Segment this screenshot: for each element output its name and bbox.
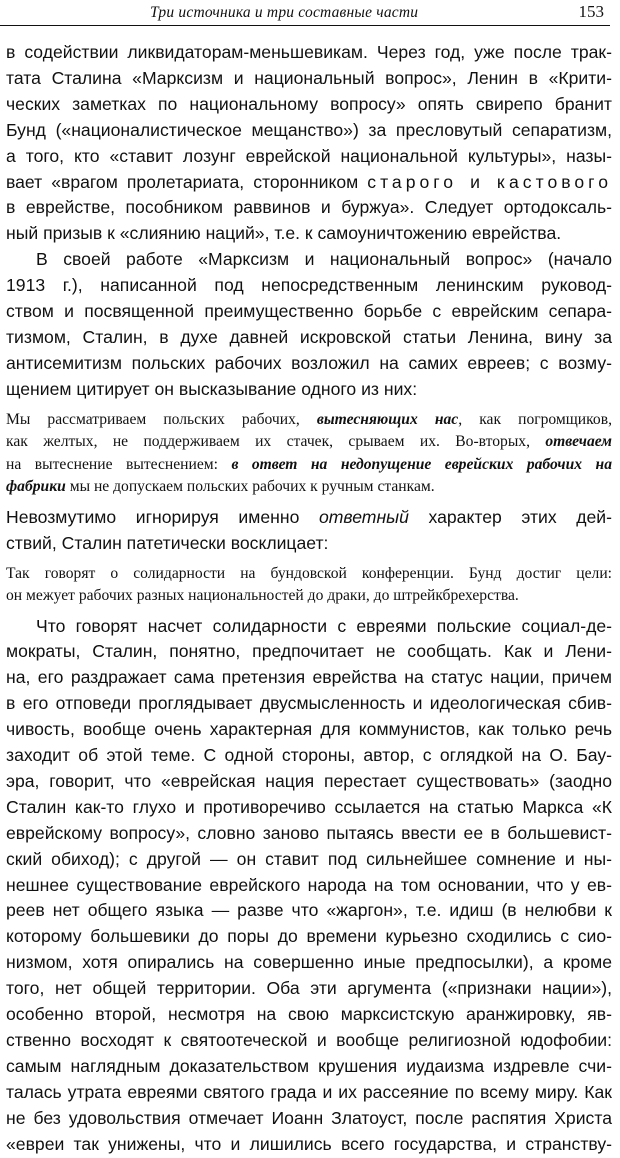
text-line: а того, кто «ставит лозунг еврейской национальной культуры», назы- bbox=[6, 145, 612, 166]
text-run: мы не допускаем польских рабочих к ручным станкам. bbox=[69, 478, 435, 496]
text-line: в еврействе, пособником раввинов и буржуа». Следует ортодоксаль- bbox=[6, 197, 612, 218]
text-line: самым наглядным доказательством крушения иудаизма издревле счи- bbox=[6, 1055, 612, 1076]
quote-line bbox=[6, 476, 612, 499]
text-line: того, нет общей территории. Оба эти аргумента («признаки нации»), bbox=[6, 978, 612, 999]
text-line bbox=[6, 170, 612, 196]
emphasis: отвечаем bbox=[545, 433, 612, 451]
text-line: «евреи так унижены, что и лишились всего государства, и странству- bbox=[6, 1133, 612, 1154]
text-run: Мы рассматриваем польских рабочих, bbox=[6, 410, 300, 428]
text-line: В своей работе «Марксизм и национальный вопрос» (начало bbox=[36, 249, 612, 270]
text-line: низмом, хотя опирались на совершенно иные предпосылки), а кроме bbox=[6, 952, 612, 973]
paragraph-2 bbox=[6, 247, 612, 402]
emphasis: ответный bbox=[318, 506, 409, 527]
text-line: ством и посвященной преимущественно борьбе с еврейским сепара- bbox=[6, 301, 612, 322]
paragraph-4 bbox=[6, 614, 612, 1158]
text-line: чивость, вообще очень характерная для коммунистов, как только речь bbox=[6, 719, 612, 740]
block-quote-1 bbox=[6, 409, 612, 499]
text-run: на вытеснение вытеснением: bbox=[6, 455, 218, 473]
text-line: нешнее существование еврейского народа на том основании, что у ев- bbox=[6, 874, 612, 895]
emphasis: фабрики bbox=[6, 478, 66, 496]
quote-line bbox=[6, 454, 612, 477]
text-line: в его отповеди проглядывает двусмысленность и идеологическая сбив- bbox=[6, 693, 612, 714]
text-line: Сталин как-то глухо и противоречиво ссылается на статью Маркса «К bbox=[6, 796, 612, 817]
text-line: эра, говорит, что «еврейская нация перестает существовать» (заодно bbox=[6, 770, 612, 791]
text-line: ческих заметках по национальному вопросу» опять свирепо бранит bbox=[6, 93, 612, 114]
text-run: , как погромщиков, bbox=[458, 410, 612, 428]
text-line: реев нет общего языка — разве что «жаргон», т.е. идиш (в нелюбви к bbox=[6, 900, 612, 921]
text-line: на, его раздражает сама претензия еврейства на статус нации, причем bbox=[6, 667, 612, 688]
paragraph-3 bbox=[6, 505, 612, 557]
text-run: вает «врагом пролетариата, сторонником bbox=[6, 171, 359, 192]
text-run: Невозмутимо игнорируя именно bbox=[6, 506, 300, 527]
quote-line: он межует рабочих разных национальностей до драки, до штрейкбрехерства. bbox=[6, 587, 519, 604]
text-line: мократы, Сталин, понятно, предпочитает не сообщать. Как и Лени- bbox=[6, 641, 612, 662]
page-number: 153 bbox=[578, 2, 604, 21]
text-line: тата Сталина «Марксизм и национальный вопрос», Ленин в «Крити- bbox=[6, 67, 612, 88]
text-line bbox=[6, 505, 612, 531]
text-run: характер этих дей- bbox=[428, 506, 612, 527]
emphasis: в ответ на недопущение еврейских рабочих на bbox=[231, 455, 612, 473]
text-line: щением цитирует он высказывание одного из них: bbox=[6, 378, 418, 399]
quote-line bbox=[6, 409, 612, 432]
block-quote-2 bbox=[6, 563, 612, 608]
quote-line: Так говорят о солидарности на бундовской конференции. Бунд достиг цели: bbox=[6, 564, 612, 582]
text-line: антисемитизм польских рабочих возложил на самих евреев; с возму- bbox=[6, 352, 612, 373]
text-line: талась утрата евреями святого града и их рассеяние по всему миру. Как bbox=[6, 1081, 612, 1102]
text-line: ный призыв к «слиянию наций», т.е. к самоуничтожению еврейства. bbox=[6, 223, 562, 244]
text-line: тизмом, Сталин, в духе давней искровской статьи Ленина, вину за bbox=[6, 326, 612, 347]
text-line: Что говорят насчет солидарности с евреями польские социал-де- bbox=[36, 615, 612, 636]
emphasis: вытесняющих нас bbox=[316, 410, 459, 428]
text-line: Бунд («националистическое мещанство») за пресловутый сепаратизм, bbox=[6, 119, 612, 140]
running-header bbox=[0, 0, 620, 30]
text-line: особенно второй, несмотря на свою марксистскую аранжировку, яв- bbox=[6, 1004, 612, 1025]
paragraph-1 bbox=[6, 40, 612, 247]
text-line: не без удовольствия отмечает Иоанн Златоуст, после распятия Христа bbox=[6, 1107, 612, 1128]
text-line: 1913 г.), написанной под непосредственным ленинским руковод- bbox=[6, 275, 612, 296]
text-run: как желтых, не поддерживаем их стачек, срываем их. Во-вторых, bbox=[6, 433, 530, 451]
text-line: ский обиход); с другой — он ставит под сильнейшее сомнение и ны- bbox=[6, 848, 612, 869]
text-line: заходит об этой теме. С одной стороны, автор, с оглядкой на О. Бау- bbox=[6, 745, 612, 766]
text-line: ственно восходят к святоотеческой и вообще религиозной юдофобии: bbox=[6, 1030, 612, 1050]
text-line: которому большевики до поры до времени курьезно сходились с сио- bbox=[6, 926, 612, 947]
text-line: еврейскому вопросу», словно заново пытаясь ввести ее в большевист- bbox=[6, 822, 612, 843]
text-line: ствий, Сталин патетически восклицает: bbox=[6, 532, 329, 553]
header-rule bbox=[0, 25, 610, 26]
running-title: Три источника и три составные части bbox=[150, 4, 419, 21]
spaced-text: старого и кастового bbox=[367, 171, 612, 192]
quote-line bbox=[6, 431, 612, 454]
text-line: в содействии ликвидаторам-меньшевикам. Через год, уже после трак- bbox=[6, 42, 612, 62]
page-body bbox=[6, 40, 612, 1158]
